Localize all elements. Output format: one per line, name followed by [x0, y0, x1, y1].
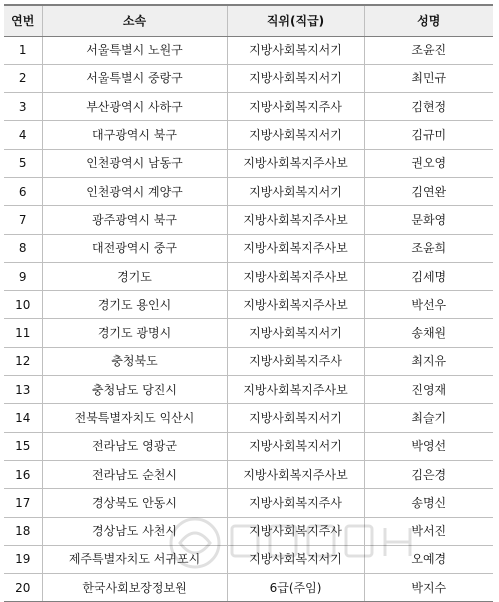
table-row	[4, 177, 493, 205]
cell-org: 한국사회보장정보원	[42, 574, 227, 602]
cell-position: 지방사회복지주사보	[227, 291, 364, 319]
cell-name: 박서진	[364, 517, 493, 545]
cell-no: 9	[4, 262, 42, 290]
cell-org: 경기도	[42, 262, 227, 290]
cell-org: 전북특별자치도 익산시	[42, 404, 227, 432]
header-position: 직위(직급)	[227, 5, 364, 36]
table-header	[4, 5, 493, 36]
cell-position: 지방사회복지서기	[227, 36, 364, 64]
cell-position: 지방사회복지서기	[227, 545, 364, 573]
cell-name: 송명신	[364, 489, 493, 517]
cell-org: 부산광역시 사하구	[42, 93, 227, 121]
cell-no: 19	[4, 545, 42, 573]
table-row	[4, 291, 493, 319]
cell-name: 최지유	[364, 347, 493, 375]
header-org: 소속	[42, 5, 227, 36]
table-row	[4, 121, 493, 149]
cell-no: 3	[4, 93, 42, 121]
cell-org: 인천광역시 계양구	[42, 177, 227, 205]
cell-position: 지방사회복지서기	[227, 432, 364, 460]
header-row	[4, 5, 493, 36]
cell-position: 지방사회복지서기	[227, 404, 364, 432]
cell-org: 서울특별시 중랑구	[42, 64, 227, 92]
header-name: 성명	[364, 5, 493, 36]
cell-position: 지방사회복지서기	[227, 177, 364, 205]
cell-name: 오예경	[364, 545, 493, 573]
table-row	[4, 517, 493, 545]
table-row	[4, 262, 493, 290]
cell-name: 문화영	[364, 206, 493, 234]
table-row	[4, 432, 493, 460]
cell-position: 지방사회복지주사보	[227, 149, 364, 177]
cell-org: 경기도 용인시	[42, 291, 227, 319]
cell-name: 박선우	[364, 291, 493, 319]
cell-name: 진영재	[364, 376, 493, 404]
cell-org: 충청북도	[42, 347, 227, 375]
cell-org: 대구광역시 북구	[42, 121, 227, 149]
cell-name: 김규미	[364, 121, 493, 149]
cell-no: 5	[4, 149, 42, 177]
cell-no: 18	[4, 517, 42, 545]
cell-name: 송채원	[364, 319, 493, 347]
table-row	[4, 64, 493, 92]
cell-no: 2	[4, 64, 42, 92]
cell-name: 박지수	[364, 574, 493, 602]
table-row	[4, 489, 493, 517]
cell-no: 11	[4, 319, 42, 347]
personnel-table	[4, 4, 493, 602]
table-row	[4, 574, 493, 602]
cell-org: 대전광역시 중구	[42, 234, 227, 262]
cell-name: 최슬기	[364, 404, 493, 432]
cell-org: 전라남도 영광군	[42, 432, 227, 460]
cell-org: 경상북도 안동시	[42, 489, 227, 517]
cell-no: 13	[4, 376, 42, 404]
table-row	[4, 93, 493, 121]
cell-no: 15	[4, 432, 42, 460]
cell-name: 김현정	[364, 93, 493, 121]
personnel-table-container	[4, 4, 493, 602]
cell-org: 인천광역시 남동구	[42, 149, 227, 177]
cell-org: 충청남도 당진시	[42, 376, 227, 404]
cell-no: 4	[4, 121, 42, 149]
cell-no: 12	[4, 347, 42, 375]
cell-no: 20	[4, 574, 42, 602]
cell-org: 경기도 광명시	[42, 319, 227, 347]
cell-position: 지방사회복지주사보	[227, 206, 364, 234]
table-row	[4, 149, 493, 177]
table-body	[4, 36, 493, 602]
cell-name: 최민규	[364, 64, 493, 92]
cell-no: 8	[4, 234, 42, 262]
cell-position: 지방사회복지서기	[227, 319, 364, 347]
cell-position: 지방사회복지주사	[227, 489, 364, 517]
cell-name: 권오영	[364, 149, 493, 177]
cell-name: 김세명	[364, 262, 493, 290]
cell-position: 6급(주임)	[227, 574, 364, 602]
table-row	[4, 36, 493, 64]
cell-name: 김연완	[364, 177, 493, 205]
cell-no: 6	[4, 177, 42, 205]
cell-org: 제주특별자치도 서귀포시	[42, 545, 227, 573]
cell-position: 지방사회복지주사보	[227, 376, 364, 404]
cell-org: 전라남도 순천시	[42, 460, 227, 488]
cell-org: 광주광역시 북구	[42, 206, 227, 234]
cell-no: 1	[4, 36, 42, 64]
cell-no: 10	[4, 291, 42, 319]
table-row	[4, 404, 493, 432]
cell-position: 지방사회복지서기	[227, 121, 364, 149]
table-row	[4, 319, 493, 347]
table-row	[4, 234, 493, 262]
cell-no: 17	[4, 489, 42, 517]
cell-name: 김은경	[364, 460, 493, 488]
table-row	[4, 460, 493, 488]
cell-name: 조윤희	[364, 234, 493, 262]
table-row	[4, 347, 493, 375]
table-row	[4, 545, 493, 573]
cell-position: 지방사회복지주사보	[227, 262, 364, 290]
cell-position: 지방사회복지주사보	[227, 234, 364, 262]
cell-no: 16	[4, 460, 42, 488]
cell-position: 지방사회복지주사	[227, 347, 364, 375]
cell-name: 박영선	[364, 432, 493, 460]
cell-org: 경상남도 사천시	[42, 517, 227, 545]
header-no: 연번	[4, 5, 42, 36]
cell-org: 서울특별시 노원구	[42, 36, 227, 64]
cell-position: 지방사회복지주사보	[227, 460, 364, 488]
cell-position: 지방사회복지주사	[227, 93, 364, 121]
table-row	[4, 206, 493, 234]
cell-position: 지방사회복지주사	[227, 517, 364, 545]
cell-no: 7	[4, 206, 42, 234]
cell-name: 조윤진	[364, 36, 493, 64]
cell-position: 지방사회복지서기	[227, 64, 364, 92]
cell-no: 14	[4, 404, 42, 432]
table-row	[4, 376, 493, 404]
